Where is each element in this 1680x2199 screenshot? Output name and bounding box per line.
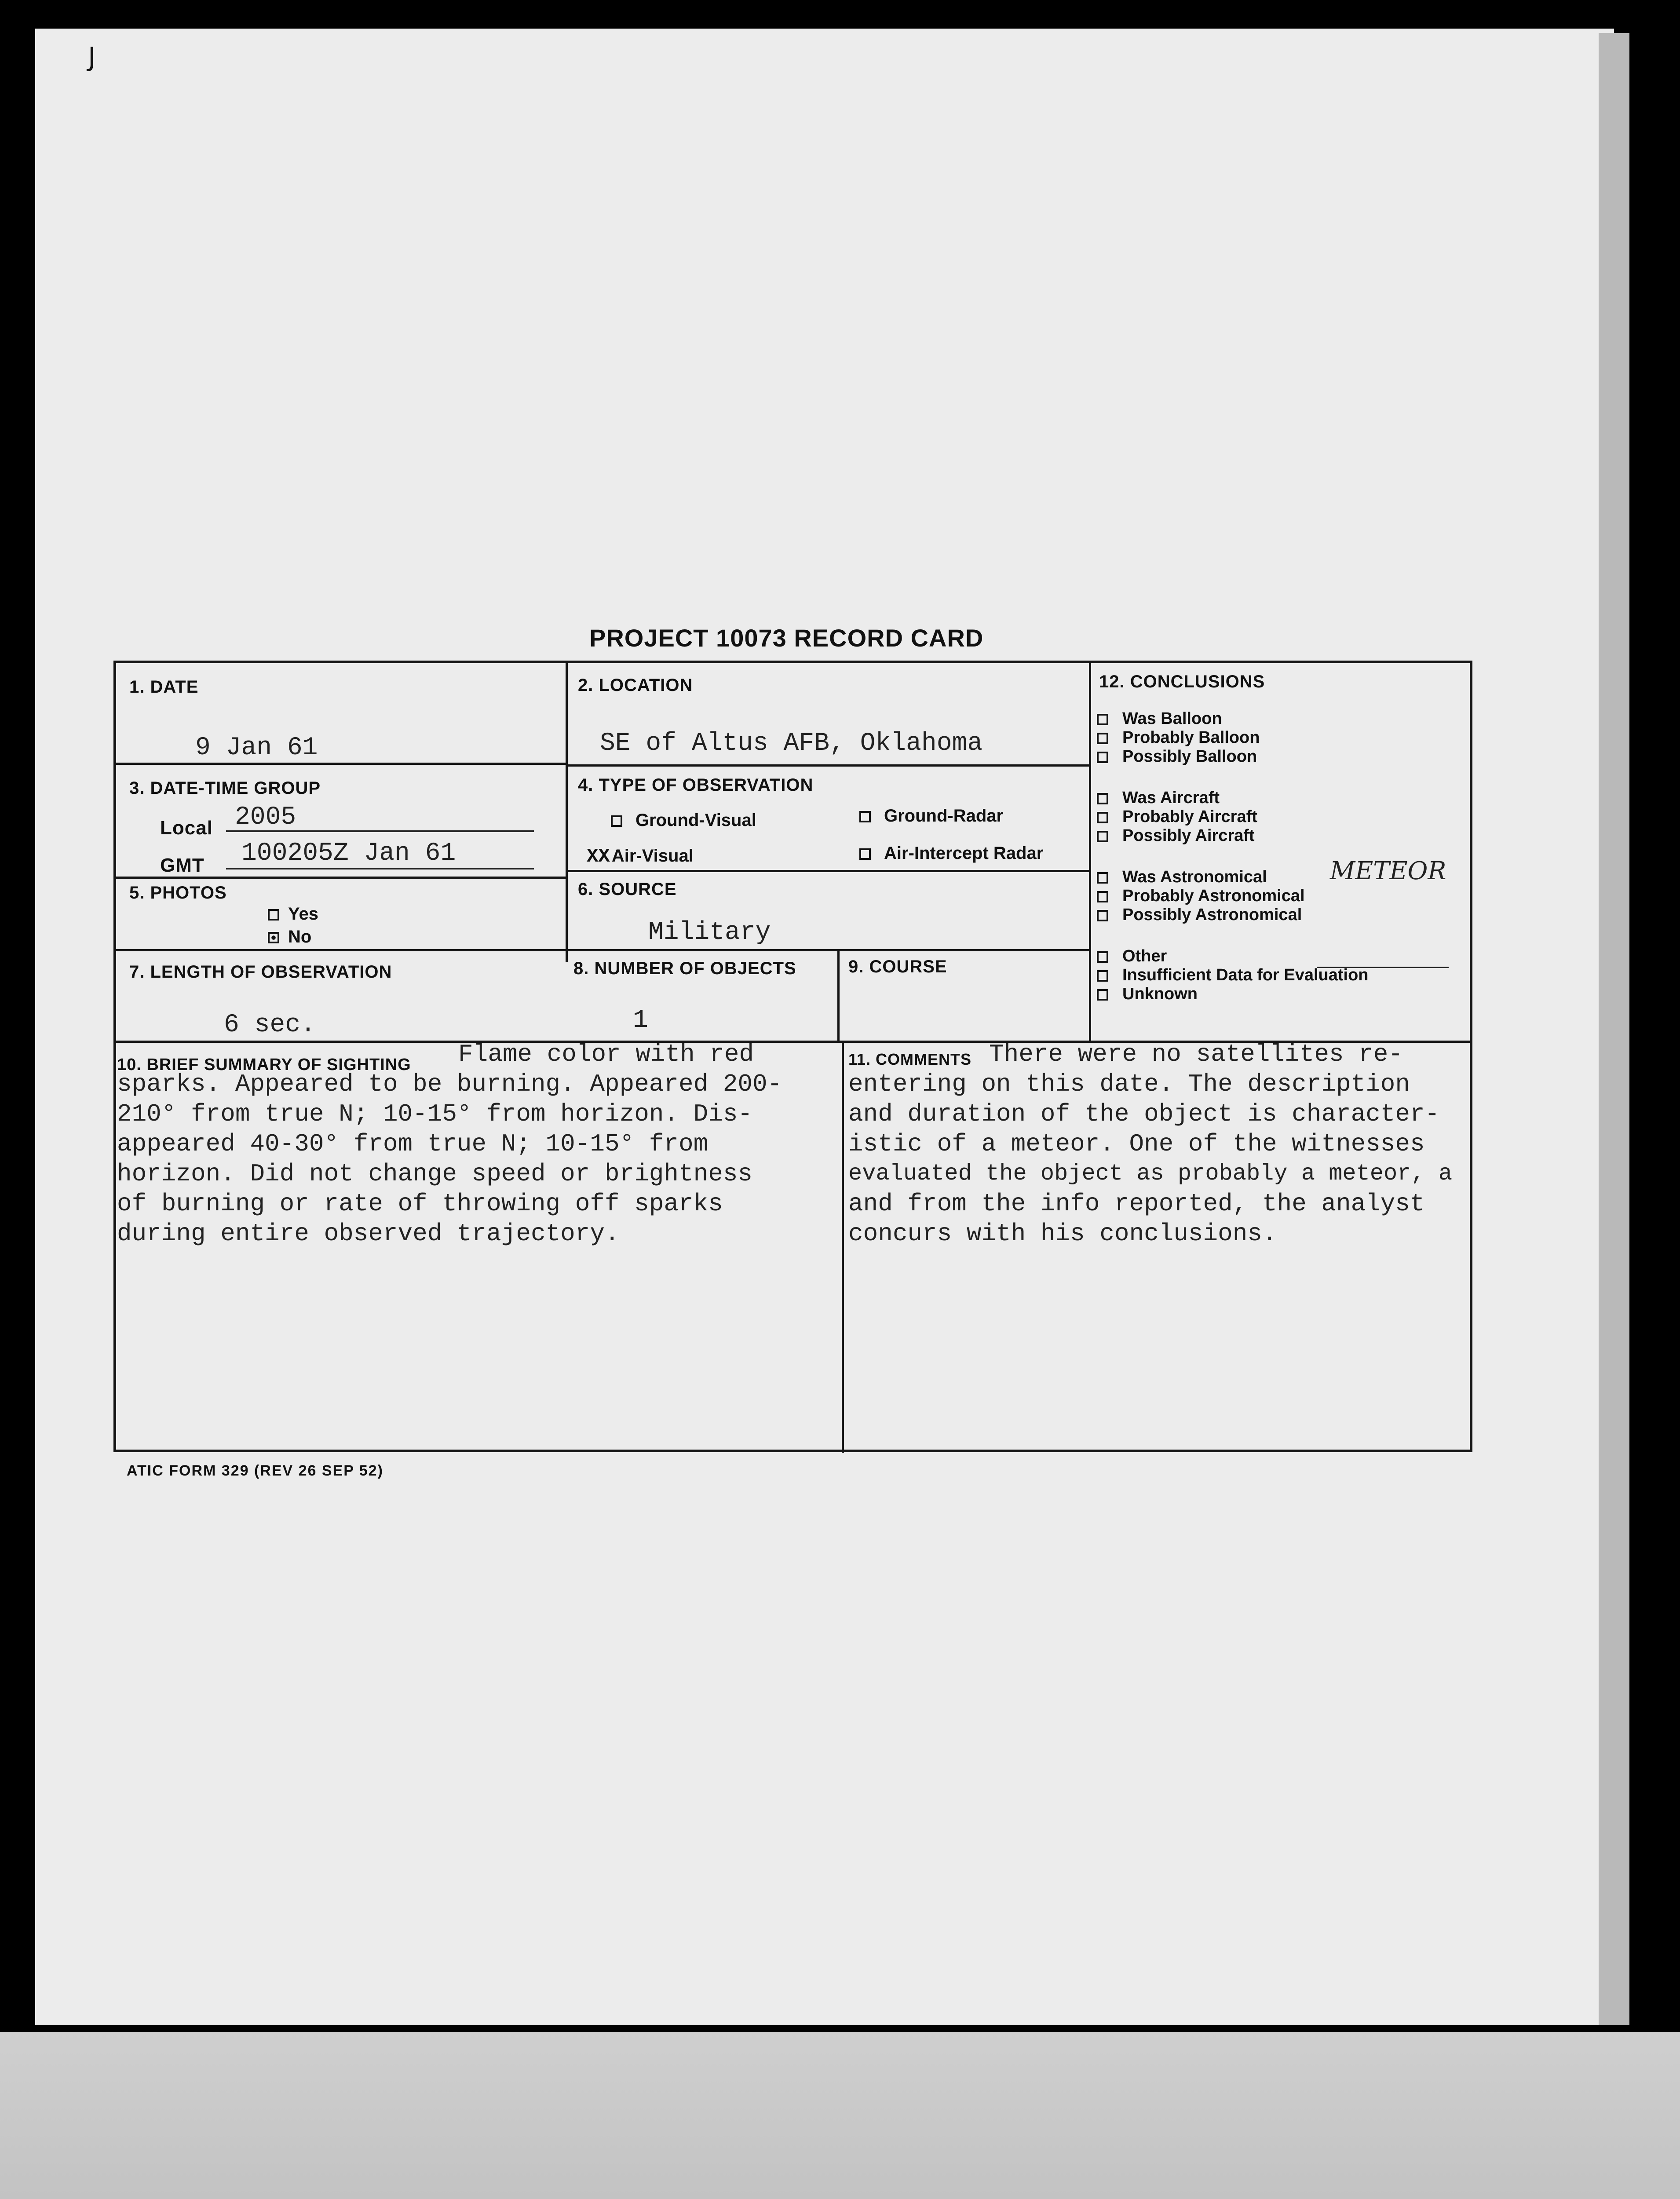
conclusion-label: Was Balloon [1122, 709, 1222, 728]
photos-yes-label: Yes [288, 904, 318, 924]
conclusion-label: Probably Balloon [1122, 728, 1260, 747]
conclusion-item [1097, 906, 1302, 924]
scan-lower-strip [0, 2032, 1680, 2199]
gmt-time-value: 100205Z Jan 61 [241, 839, 456, 868]
brief-summary-label: 10. BRIEF SUMMARY OF SIGHTING [117, 1056, 411, 1074]
date-time-group-label: 3. DATE-TIME GROUP [129, 778, 321, 798]
ground-radar-label: Ground-Radar [884, 806, 1004, 826]
conclusion-checkbox [1097, 910, 1108, 921]
summary-line: of burning or rate of throwing off sparks [117, 1190, 723, 1218]
conclusion-checkbox [1097, 733, 1108, 744]
photos-label: 5. PHOTOS [129, 883, 227, 902]
local-time-value: 2005 [235, 803, 296, 832]
form-identifier: ATIC FORM 329 (REV 26 SEP 52) [127, 1462, 383, 1479]
conclusion-checkbox [1097, 989, 1108, 1001]
conclusion-checkbox [1097, 951, 1108, 963]
date-value: 9 Jan 61 [195, 734, 318, 762]
comments-line: evaluated the object as probably a meteor, a [848, 1161, 1453, 1187]
comments-line: istic of a meteor. One of the witnesses [848, 1130, 1425, 1158]
conclusion-item [1097, 887, 1305, 906]
conclusion-checkbox [1097, 793, 1108, 804]
divider [116, 877, 566, 879]
ground-radar-option [859, 806, 1003, 826]
conclusion-item [1097, 826, 1255, 845]
comments-line: There were no satellites re- [989, 1040, 1403, 1068]
conclusion-checkbox [1097, 891, 1108, 902]
record-card [113, 661, 1472, 1452]
divider [842, 1041, 844, 1453]
number-of-objects-value: 1 [633, 1006, 648, 1035]
comments-label: 11. COMMENTS [848, 1050, 972, 1068]
comments-line: concurs with his conclusions. [848, 1220, 1277, 1248]
summary-line: Flame color with red [458, 1040, 754, 1068]
location-label: 2. LOCATION [578, 676, 693, 695]
comments-line: entering on this date. The description [848, 1070, 1410, 1098]
handwritten-note: METEOR [1330, 857, 1446, 885]
source-label: 6. SOURCE [578, 880, 677, 899]
comments-line: and from the info reported, the analyst [848, 1190, 1425, 1218]
divider [116, 949, 1089, 951]
divider [566, 870, 1089, 872]
conclusion-item [1097, 728, 1260, 747]
divider [116, 763, 566, 765]
conclusion-label: Possibly Astronomical [1122, 906, 1302, 924]
summary-line: 210° from true N; 10-15° from horizon. Dis- [117, 1100, 753, 1128]
conclusion-label: Insufficient Data for Evaluation [1122, 966, 1369, 984]
conclusion-item [1097, 966, 1369, 985]
divider [1089, 663, 1091, 1041]
conclusion-item [1097, 985, 1198, 1004]
type-of-observation-label: 4. TYPE OF OBSERVATION [578, 775, 814, 795]
ground-visual-option [611, 811, 756, 830]
date-label: 1. DATE [129, 677, 199, 697]
photos-no-label: No [288, 927, 312, 946]
ground-visual-checkbox [611, 815, 622, 827]
length-of-observation-label: 7. LENGTH OF OBSERVATION [129, 962, 392, 982]
divider [566, 663, 568, 962]
summary-line: during entire observed trajectory. [117, 1220, 620, 1248]
air-intercept-radar-checkbox [859, 848, 871, 860]
conclusion-item [1097, 747, 1257, 766]
conclusion-checkbox [1097, 872, 1108, 884]
summary-line: horizon. Did not change speed or brightness [117, 1160, 753, 1188]
ground-visual-label: Ground-Visual [635, 811, 756, 830]
comments-line: and duration of the object is character- [848, 1100, 1440, 1128]
corner-mark: J [88, 42, 96, 73]
conclusion-checkbox [1097, 970, 1108, 982]
air-visual-check-mark: XX [587, 846, 610, 868]
local-underline [226, 830, 534, 832]
source-value: Military [648, 918, 771, 947]
summary-line: sparks. Appeared to be burning. Appeared 200- [117, 1070, 782, 1098]
conclusion-label: Possibly Aircraft [1122, 826, 1255, 845]
ground-radar-checkbox [859, 811, 871, 822]
gmt-underline [226, 868, 534, 869]
conclusion-label: Was Astronomical [1122, 868, 1267, 886]
conclusion-checkbox [1097, 831, 1108, 842]
photos-no-checkbox [268, 932, 279, 943]
course-label: 9. COURSE [848, 957, 947, 976]
air-visual-option [587, 846, 694, 868]
photos-yes-checkbox [268, 909, 279, 921]
divider [837, 949, 840, 1041]
conclusion-checkbox [1097, 752, 1108, 763]
conclusion-label: Unknown [1122, 985, 1198, 1003]
conclusion-label: Was Aircraft [1122, 789, 1220, 807]
local-label: Local [160, 817, 213, 839]
conclusion-label: Probably Aircraft [1122, 807, 1257, 826]
conclusion-item [1097, 868, 1267, 887]
card-title: PROJECT 10073 RECORD CARD [589, 624, 984, 652]
length-of-observation-value: 6 sec. [224, 1011, 316, 1039]
gmt-label: GMT [160, 855, 205, 876]
conclusion-label: Probably Astronomical [1122, 887, 1305, 905]
conclusion-item [1097, 789, 1220, 807]
photos-yes-option [268, 904, 318, 924]
page-edge-shadow [1599, 33, 1629, 2025]
number-of-objects-label: 8. NUMBER OF OBJECTS [573, 959, 796, 978]
conclusion-item [1097, 947, 1167, 966]
conclusion-item [1097, 709, 1222, 728]
conclusions-label: 12. CONCLUSIONS [1099, 672, 1265, 691]
conclusion-label: Other [1122, 947, 1167, 965]
location-value: SE of Altus AFB, Oklahoma [600, 729, 983, 758]
photos-no-option [268, 927, 311, 947]
divider [566, 764, 1089, 767]
summary-line: appeared 40-30° from true N; 10-15° from [117, 1130, 709, 1158]
air-intercept-radar-option [859, 844, 1043, 863]
conclusion-item [1097, 807, 1257, 826]
conclusion-checkbox [1097, 812, 1108, 823]
conclusion-checkbox [1097, 714, 1108, 725]
conclusion-label: Possibly Balloon [1122, 747, 1257, 766]
air-intercept-radar-label: Air-Intercept Radar [884, 844, 1044, 863]
air-visual-label: Air-Visual [611, 846, 694, 866]
